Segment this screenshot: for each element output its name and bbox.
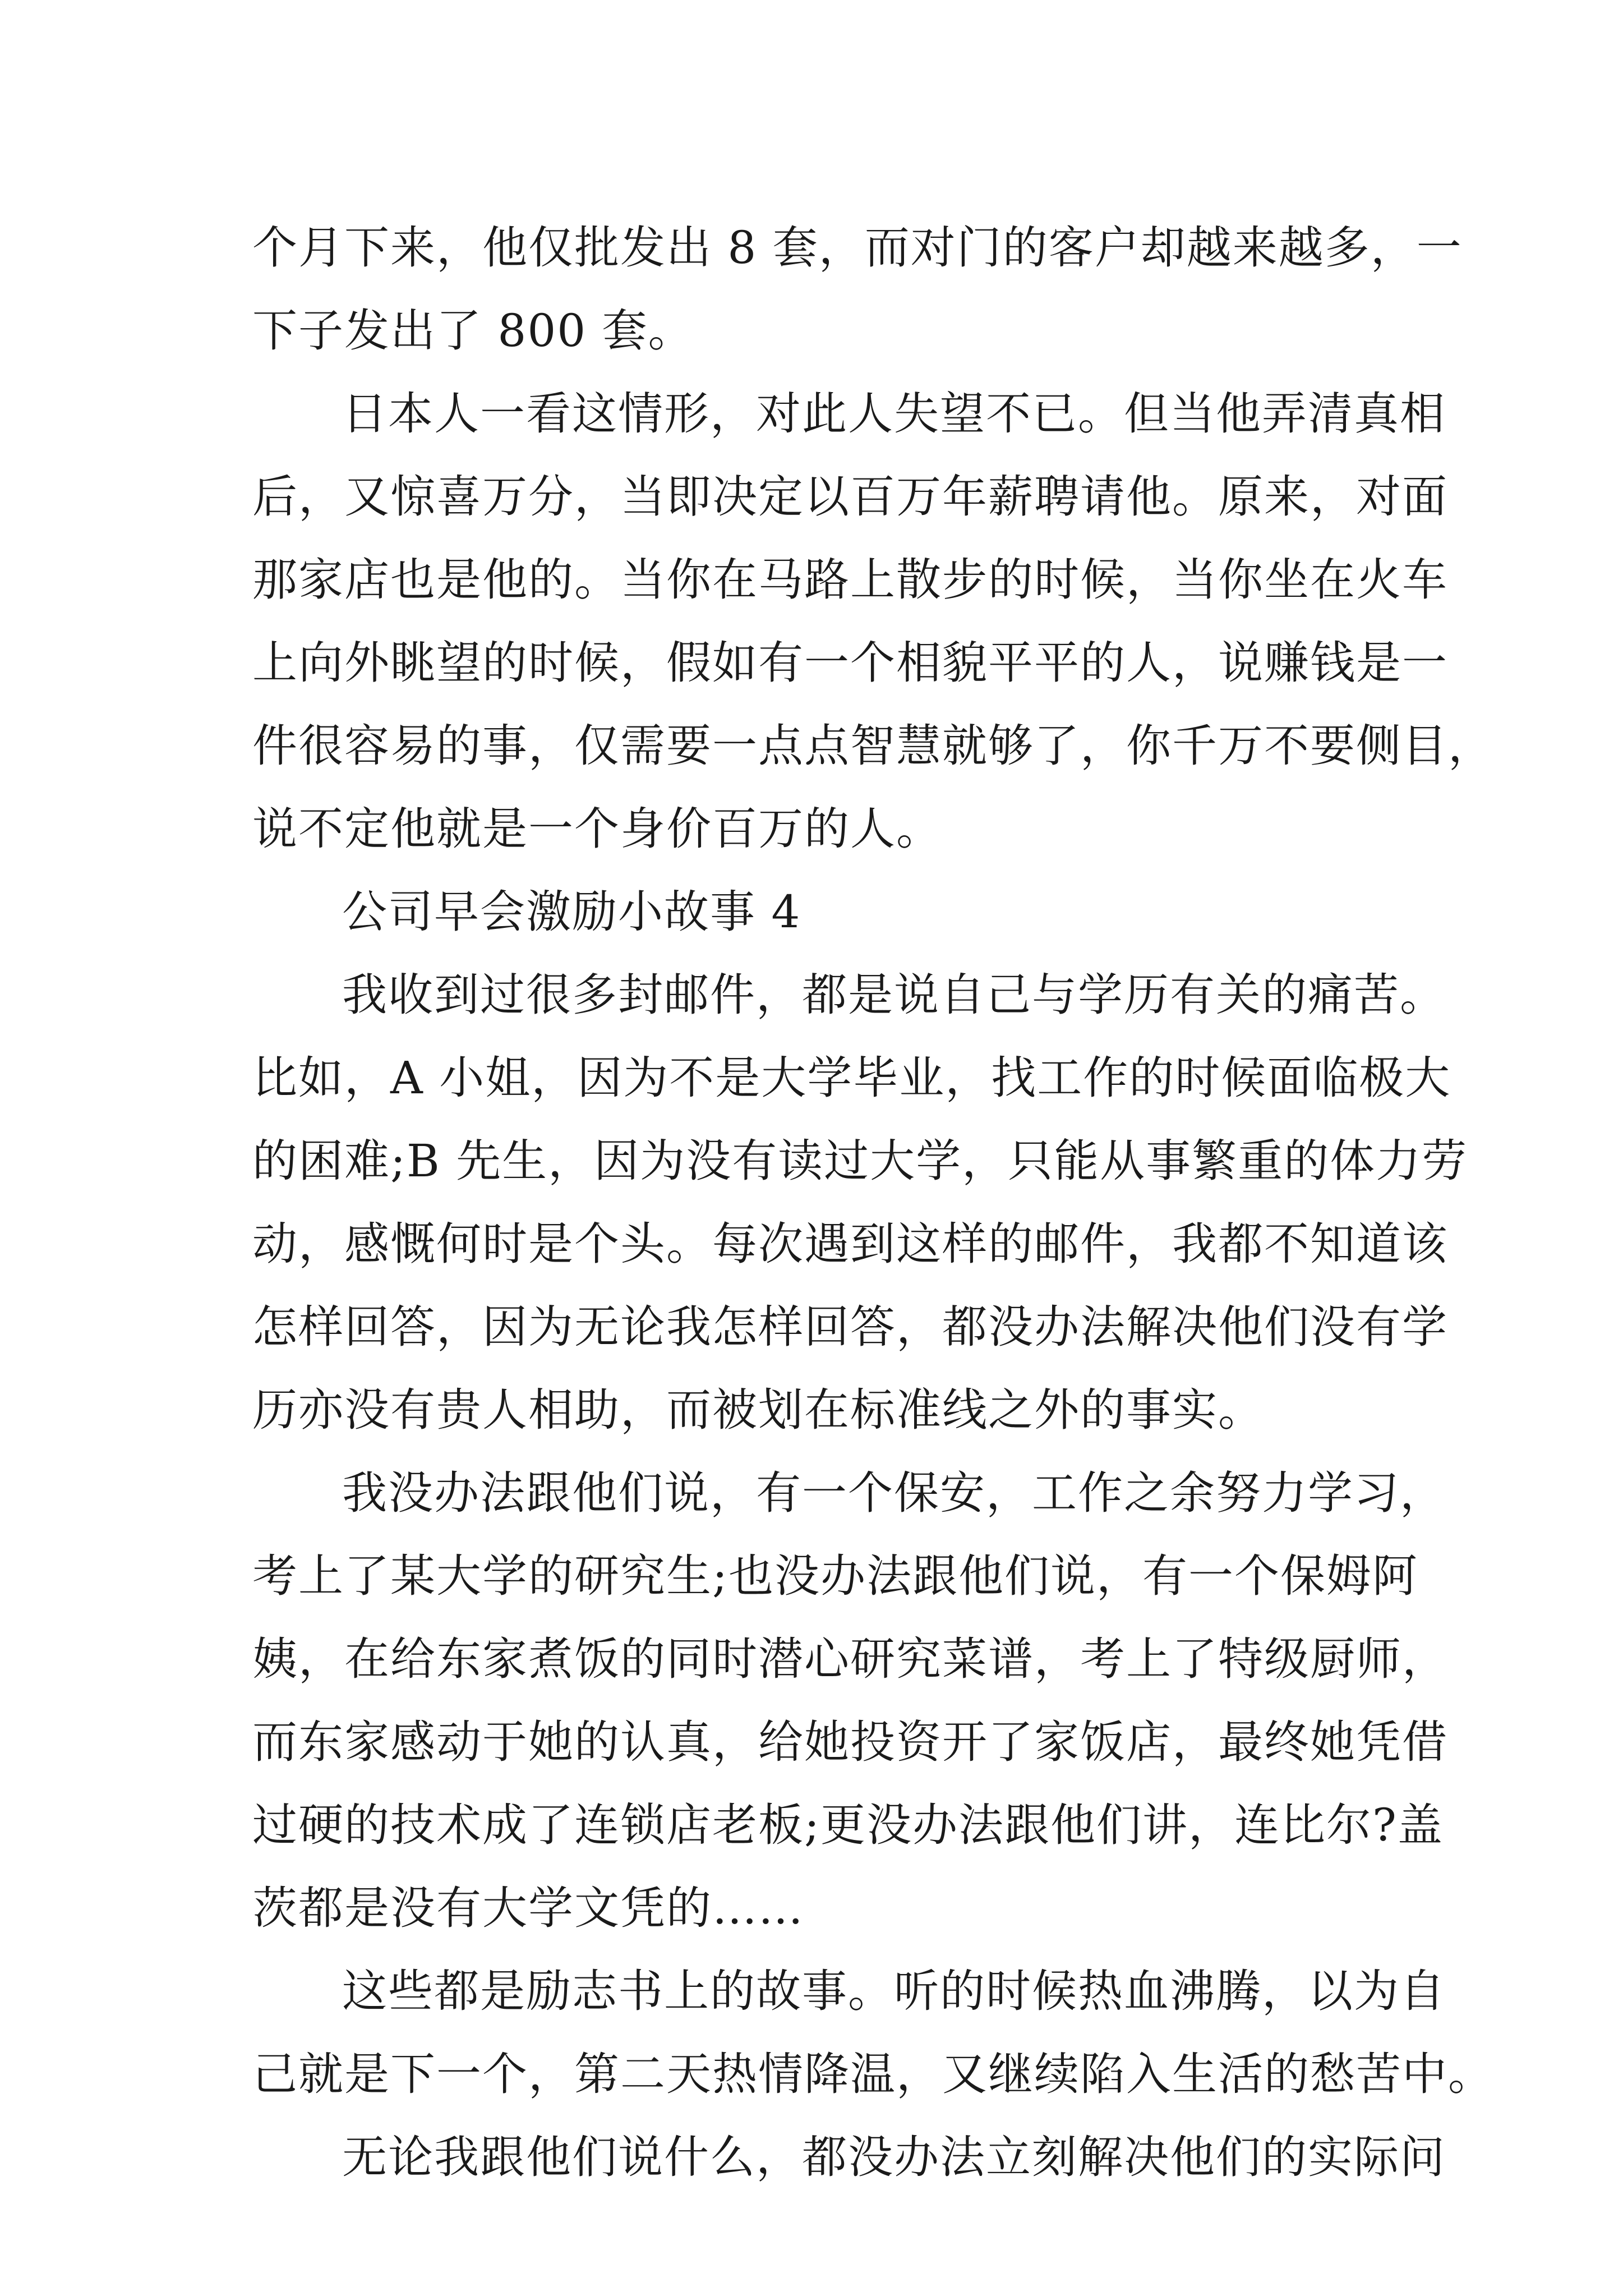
text-line: 件很容易的事，仅需要一点点智慧就够了，你千万不要侧目， xyxy=(252,720,1494,772)
text-line: 那家店也是他的。当你在马路上散步的时候，当你坐在火车 xyxy=(252,554,1448,606)
text-line: 考上了某大学的研究生;也没办法跟他们说，有一个保姆阿 xyxy=(252,1550,1418,1602)
text-line: 我收到过很多封邮件，都是说自己与学历有关的痛苦。 xyxy=(342,969,1446,1021)
text-line: 而东家感动于她的认真，给她投资开了家饭店，最终她凭借 xyxy=(252,1716,1448,1768)
text-line: 过硬的技术成了连锁店老板;更没办法跟他们讲，连比尔?盖 xyxy=(252,1799,1444,1851)
text-line: 茨都是没有大学文凭的…… xyxy=(252,1882,804,1934)
text-line: 个月下来，他仅批发出 8 套，而对门的客户却越来越多，一 xyxy=(252,222,1463,274)
text-line: 怎样回答，因为无论我怎样回答，都没办法解决他们没有学 xyxy=(252,1301,1448,1353)
text-line: 我没办法跟他们说，有一个保安，工作之余努力学习， xyxy=(342,1467,1446,1519)
text-line: 历亦没有贵人相助，而被划在标准线之外的事实。 xyxy=(252,1384,1264,1436)
text-line: 的困难;B 先生，因为没有读过大学，只能从事繁重的体力劳 xyxy=(252,1135,1468,1187)
text-line: 上向外眺望的时候，假如有一个相貌平平的人，说赚钱是一 xyxy=(252,637,1448,689)
text-line: 动，感慨何时是个头。每次遇到这样的邮件，我都不知道该 xyxy=(252,1218,1448,1270)
document-body xyxy=(252,206,1494,2199)
text-line: 日本人一看这情形，对此人失望不已。但当他弄清真相 xyxy=(342,388,1446,440)
text-line: 下子发出了 800 套。 xyxy=(252,305,694,357)
text-line: 己就是下一个，第二天热情降温，又继续陷入生活的愁苦中。 xyxy=(252,2048,1494,2100)
text-line: 比如，A 小姐，因为不是大学毕业，找工作的时候面临极大 xyxy=(252,1052,1451,1104)
section-heading: 公司早会激励小故事 4 xyxy=(342,886,801,938)
text-line: 姨，在给东家煮饭的同时潜心研究菜谱，考上了特级厨师， xyxy=(252,1633,1448,1685)
text-line: 后，又惊喜万分，当即决定以百万年薪聘请他。原来，对面 xyxy=(252,471,1448,523)
text-line: 说不定他就是一个身价百万的人。 xyxy=(252,803,942,855)
text-line: 这些都是励志书上的故事。听的时候热血沸腾，以为自 xyxy=(342,1965,1446,2017)
text-line: 无论我跟他们说什么，都没办法立刻解决他们的实际问 xyxy=(342,2131,1446,2183)
